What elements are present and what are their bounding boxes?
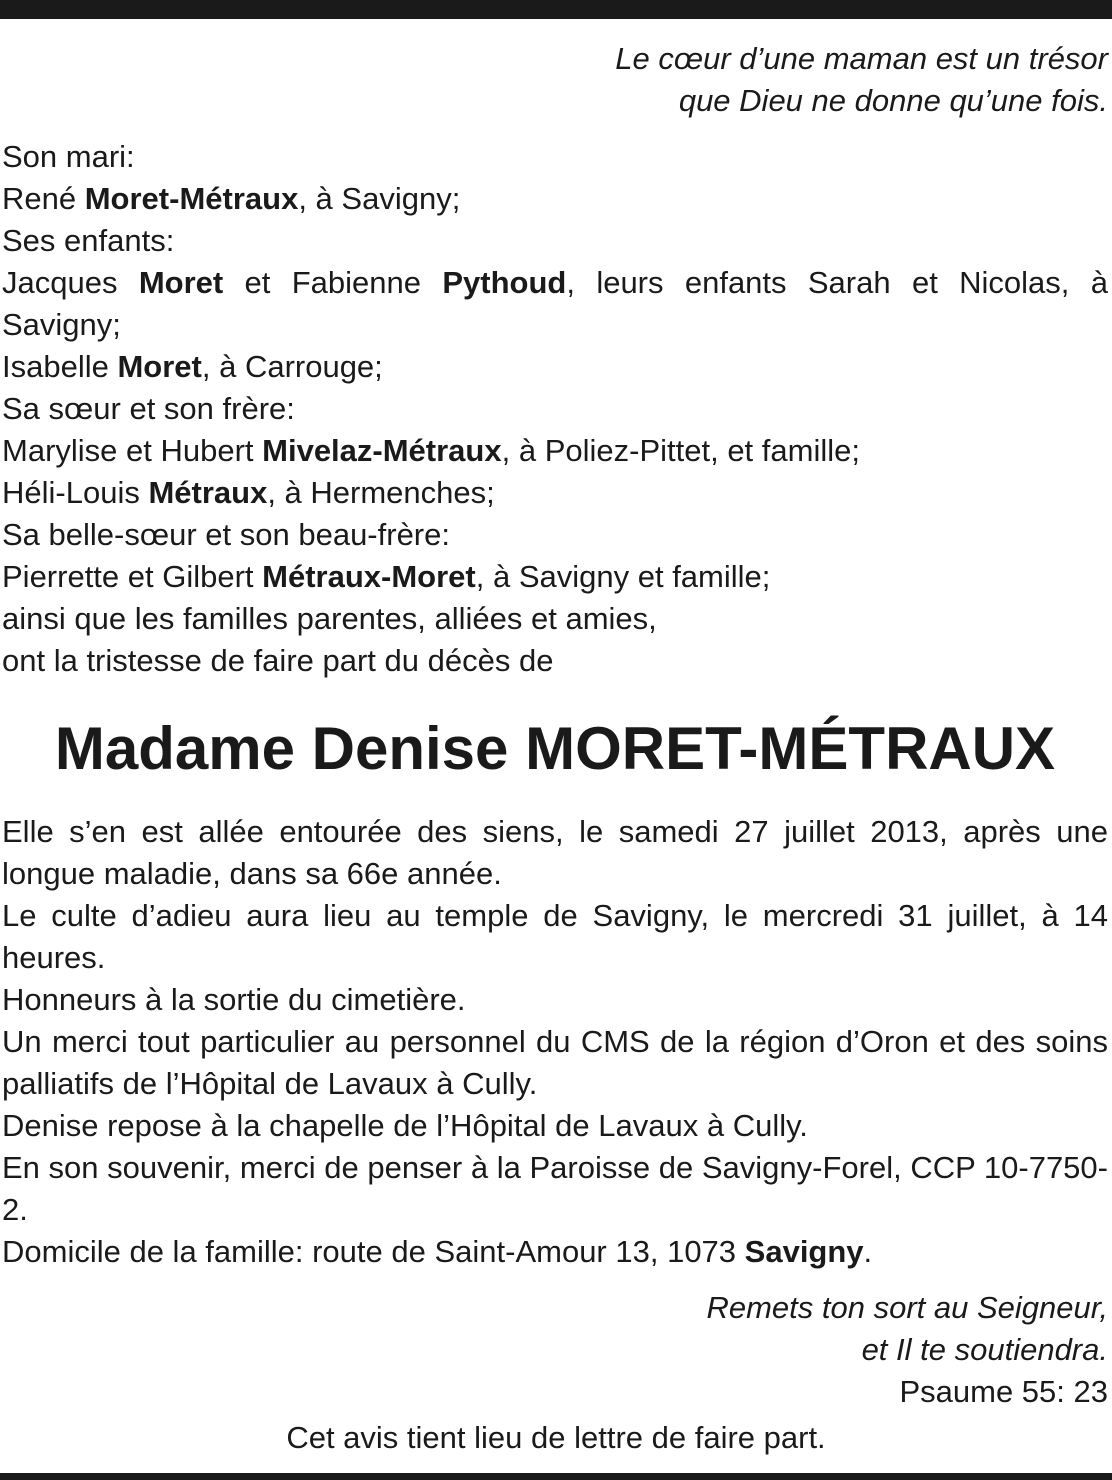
epigraph — [2, 38, 1108, 122]
epigraph-line-2: que Dieu ne donne qu’une fois. — [678, 83, 1108, 118]
inlaws-label: Sa belle-sœur et son beau-frère: — [2, 517, 450, 552]
child2-place: , à Carrouge; — [201, 349, 383, 384]
bottom-border-rule — [0, 1473, 1112, 1480]
sibling1-first-names: Marylise et Hubert — [2, 433, 263, 468]
details-paragraph-6: En son souvenir, merci de penser à la Paroisse de Savigny-Forel, CCP 10-7750-2. — [2, 1150, 1108, 1227]
details-paragraph-5: Denise repose à la chapelle de l’Hôpital de Lavaux à Cully. — [2, 1108, 808, 1143]
child1-first-name: Jacques — [2, 265, 139, 300]
family-closing-1: ainsi que les familles parentes, alliées et amies, — [2, 601, 657, 636]
child1-last-name: Moret — [138, 265, 224, 300]
details-paragraph-3: Honneurs à la sortie du cimetière. — [2, 982, 466, 1017]
child2-first-name: Isabelle — [2, 349, 118, 384]
family-closing-2: ont la tristesse de faire part du décès de — [2, 643, 554, 678]
details-paragraph-2: Le culte d’adieu aura lieu au temple de Savigny, le mercredi 31 juillet, à 14 heures. — [2, 898, 1108, 975]
child-entry-1 — [2, 262, 1108, 346]
top-border-rule — [0, 0, 1112, 19]
psalm-line-1: Remets ton sort au Seigneur, — [706, 1290, 1108, 1325]
deceased-name-heading: Madame Denise MORET-MÉTRAUX — [54, 715, 1056, 782]
husband-last-name: Moret-Métraux — [84, 181, 299, 216]
details-paragraph-4: Un merci tout particulier au personnel du CMS de la région d’Oron et des soins palliatifs de l’Hôpital de Lavaux à Cully. — [2, 1024, 1108, 1101]
details-paragraph-7 — [2, 1231, 1108, 1273]
family-list — [2, 136, 1108, 682]
child1-rest: , leurs enfants Sarah et Nicolas, à Savigny; — [2, 265, 1108, 342]
epigraph-line-1: Le cœur d’une maman est un trésor — [615, 41, 1108, 76]
inlaw-entry-1 — [2, 556, 1108, 598]
child1-partner-last-name: Pythoud — [442, 265, 567, 300]
address-end: . — [863, 1234, 873, 1269]
sibling2-place: , à Hermenches; — [267, 475, 495, 510]
child1-partner: et Fabienne — [223, 265, 443, 300]
husband-label: Son mari: — [2, 139, 135, 174]
family-town: Savigny — [744, 1234, 864, 1269]
family-address: Domicile de la famille: route de Saint-Amour 13, 1073 — [2, 1234, 745, 1269]
sibling1-place: , à Poliez-Pittet, et famille; — [501, 433, 860, 468]
sibling2-first-name: Héli-Louis — [2, 475, 149, 510]
sibling1-last-name: Mivelaz-Métraux — [262, 433, 502, 468]
inlaw1-last-name: Métraux-Moret — [262, 559, 476, 594]
psalm-line-2: et Il te soutiendra. — [861, 1332, 1108, 1367]
psalm-quote — [2, 1287, 1108, 1413]
obituary-notice — [2, 38, 1108, 1413]
closing-note: Cet avis tient lieu de lettre de faire part. — [286, 1420, 826, 1455]
husband-place: , à Savigny; — [298, 181, 461, 216]
sibling-entry-2 — [2, 472, 1108, 514]
psalm-reference: Psaume 55: 23 — [899, 1374, 1108, 1409]
husband-first-name: René — [2, 181, 85, 216]
children-label: Ses enfants: — [2, 223, 175, 258]
child-entry-2 — [2, 346, 1108, 388]
child2-last-name: Moret — [117, 349, 202, 384]
sibling-entry-1 — [2, 430, 1108, 472]
details-paragraph-1: Elle s’en est allée entourée des siens, le samedi 27 juillet 2013, après une longue maladie, dans sa 66e année. — [2, 814, 1108, 891]
sibling2-last-name: Métraux — [148, 475, 268, 510]
inlaw1-place: , à Savigny et famille; — [475, 559, 771, 594]
siblings-label: Sa sœur et son frère: — [2, 391, 295, 426]
inlaw1-first-names: Pierrette et Gilbert — [2, 559, 263, 594]
husband-entry — [2, 178, 1108, 220]
service-details — [2, 811, 1108, 1273]
